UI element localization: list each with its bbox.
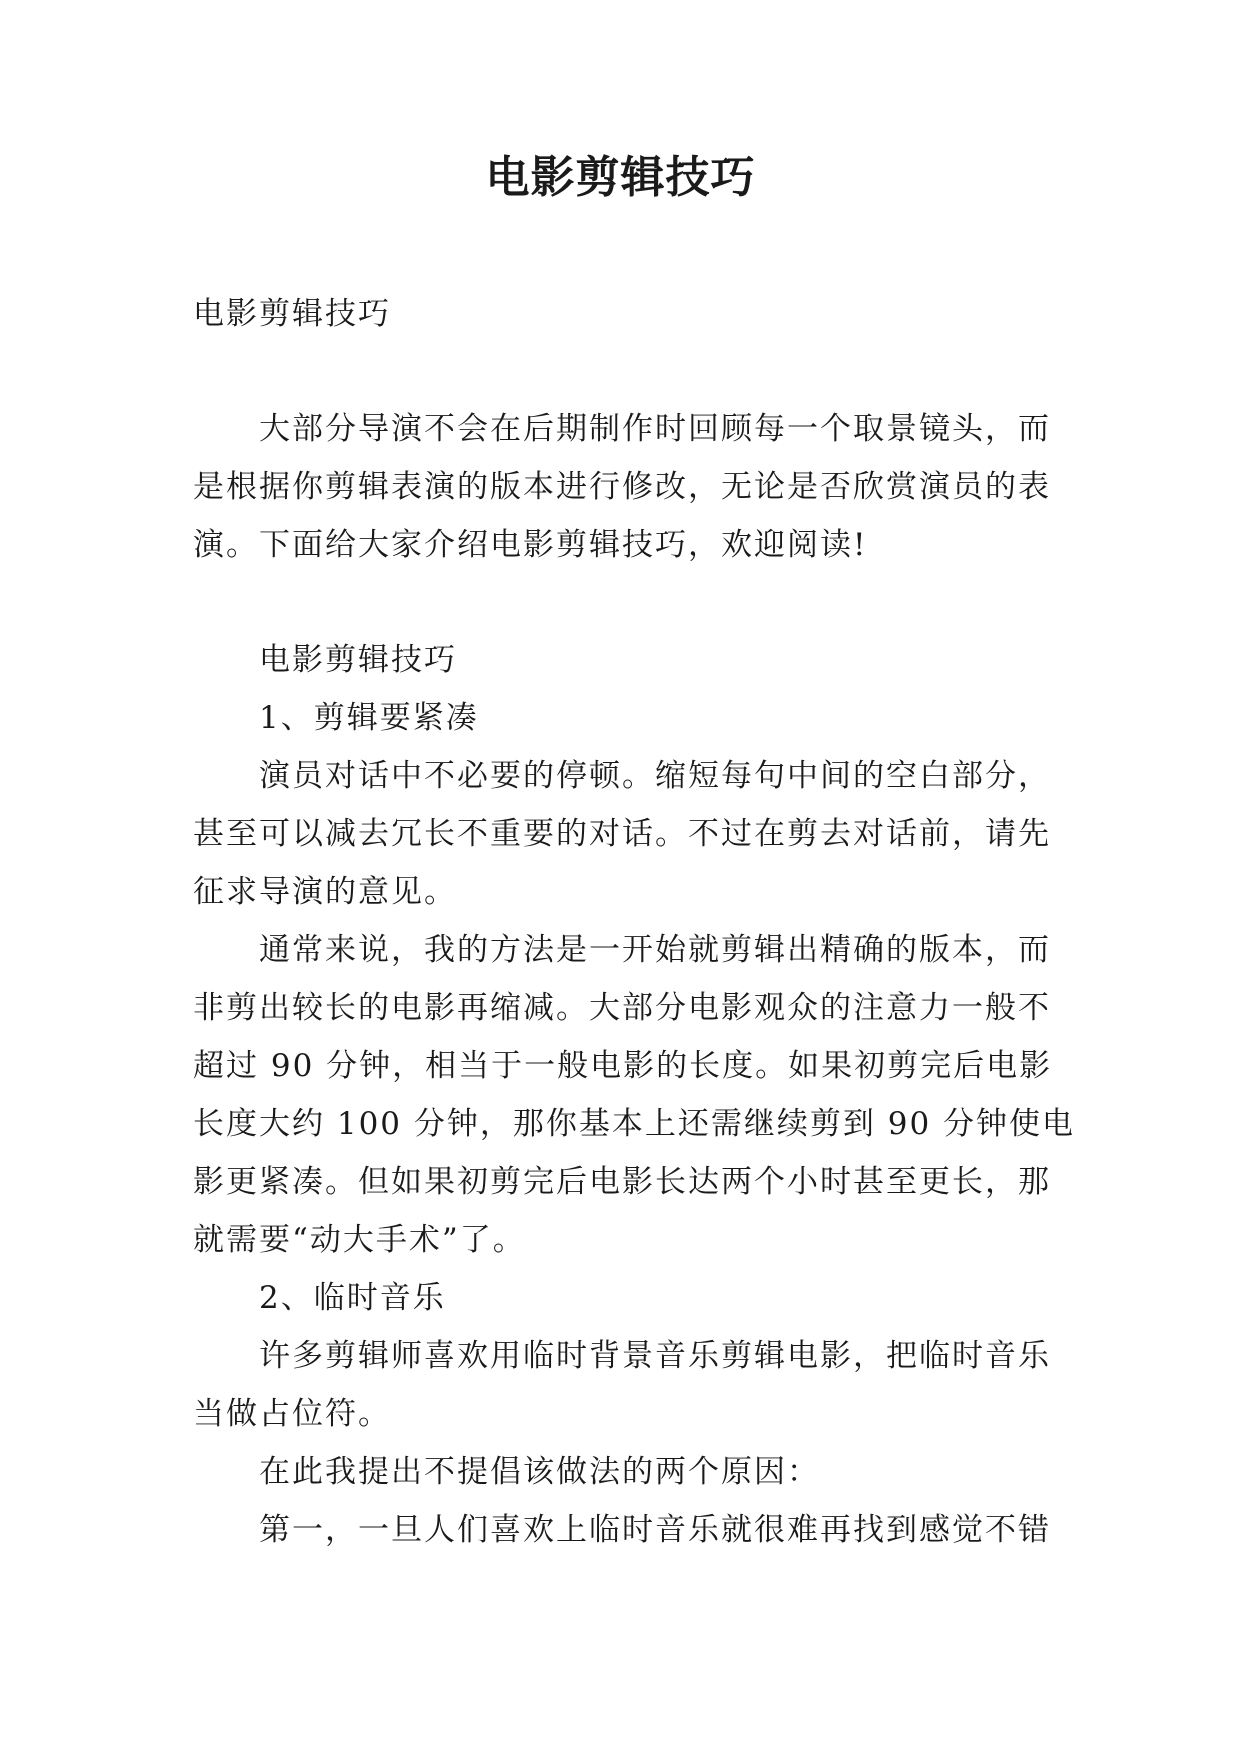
intro-line: 大部分导演不会在后期制作时回顾每一个取景镜头，而 <box>259 411 1051 447</box>
paragraph-line: 许多剪辑师喜欢用临时背景音乐剪辑电影，把临时音乐 <box>259 1338 1051 1374</box>
paragraph-line: 在此我提出不提倡该做法的两个原因： <box>259 1454 820 1490</box>
paragraph-line: 超过 90 分钟，相当于一般电影的长度。如果初剪完后电影 <box>193 1048 1053 1084</box>
paragraph-line: 第一，一旦人们喜欢上临时音乐就很难再找到感觉不错 <box>259 1512 1051 1548</box>
paragraph-line: 通常来说，我的方法是一开始就剪辑出精确的版本，而 <box>259 932 1051 968</box>
paragraph-line: 当做占位符。 <box>193 1396 391 1432</box>
paragraph-line: 就需要“动大手术”了。 <box>193 1222 526 1258</box>
intro-line: 是根据你剪辑表演的版本进行修改，无论是否欣赏演员的表 <box>193 469 1051 505</box>
document-title: 电影剪辑技巧 <box>485 152 756 203</box>
spacer <box>193 574 1053 631</box>
paragraph-line: 演员对话中不必要的停顿。缩短每句中间的空白部分， <box>259 758 1051 794</box>
paragraph-line: 长度大约 100 分钟，那你基本上还需继续剪到 90 分钟使电 <box>193 1106 1076 1142</box>
point1-heading: 1、剪辑要紧凑 <box>259 700 479 736</box>
paragraph-line: 影更紧凑。但如果初剪完后电影长达两个小时甚至更长，那 <box>193 1164 1051 1200</box>
paragraph-line: 非剪出较长的电影再缩减。大部分电影观众的注意力一般不 <box>193 990 1051 1026</box>
paragraph-line: 征求导演的意见。 <box>193 874 457 910</box>
spacer <box>193 343 1053 400</box>
intro-line: 演。下面给大家介绍电影剪辑技巧，欢迎阅读! <box>193 527 868 563</box>
subtitle: 电影剪辑技巧 <box>193 296 391 332</box>
paragraph-line: 甚至可以减去冗长不重要的对话。不过在剪去对话前，请先 <box>193 816 1051 852</box>
point2-heading: 2、临时音乐 <box>259 1280 446 1316</box>
section-heading: 电影剪辑技巧 <box>259 642 457 678</box>
document-body <box>193 285 1076 1559</box>
